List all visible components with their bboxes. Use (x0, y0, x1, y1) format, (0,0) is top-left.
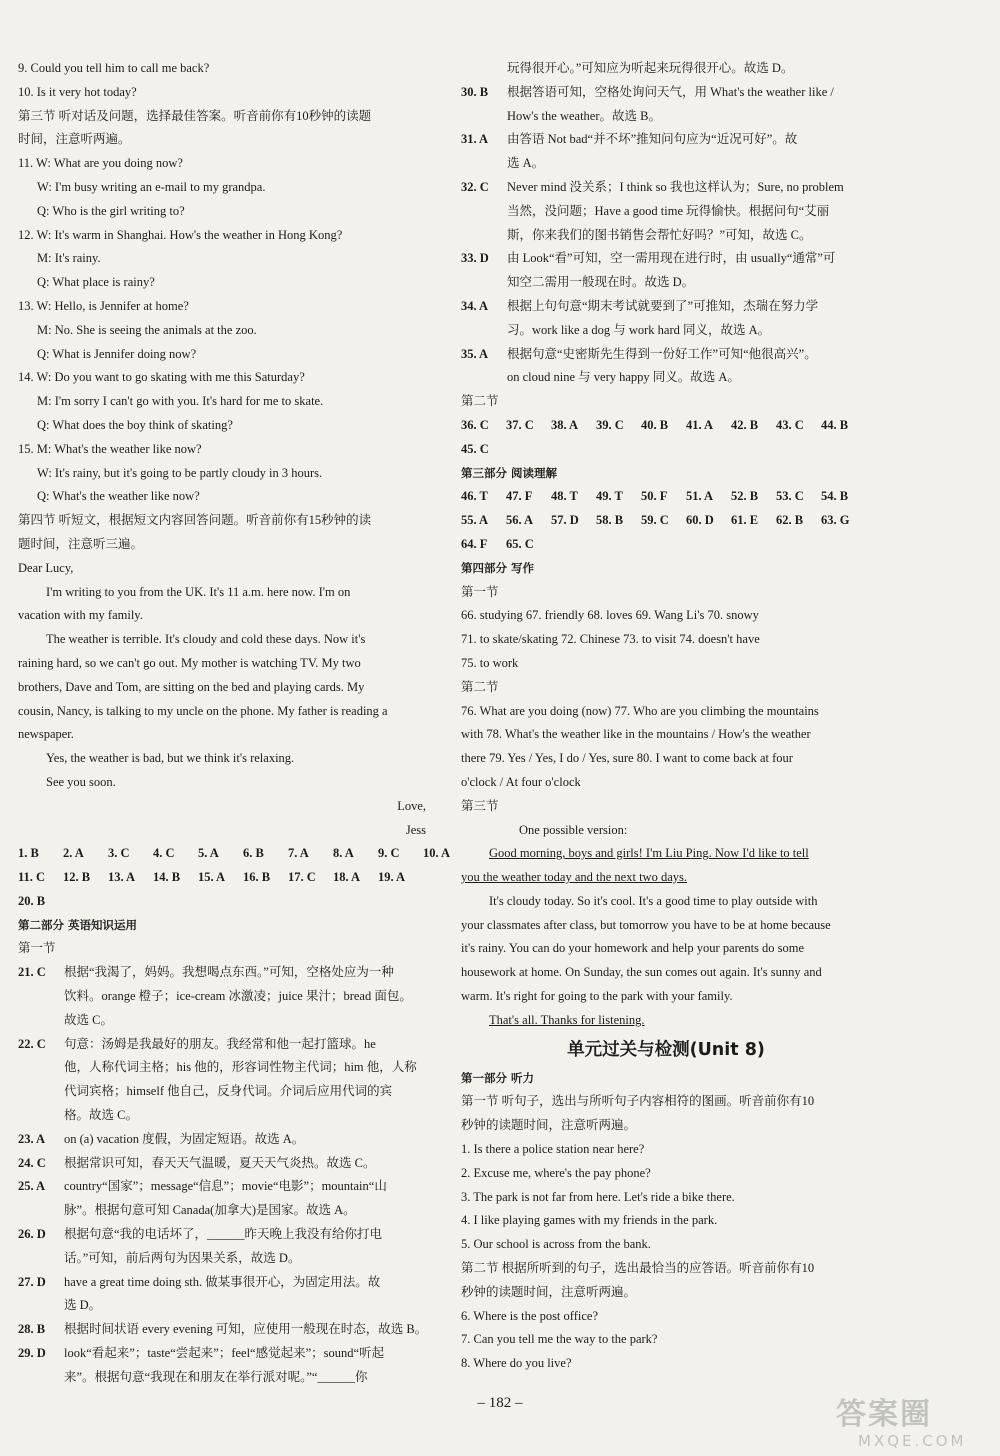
question-number: 24. C (18, 1155, 46, 1170)
text-line: Dear Lucy, (18, 560, 74, 575)
text-line: warm. It's right for going to the park with your family. (461, 989, 733, 1004)
signature-line: Love, (397, 798, 426, 813)
explanation-line: 根据“我渴了，妈妈。我想喝点东西。”可知，空格处应为一种 (64, 965, 394, 980)
explanation-line: on cloud nine 与 very happy 同义。故选 A。 (507, 370, 740, 385)
answer-key: 58. B (596, 513, 624, 528)
explanation-item (461, 247, 871, 295)
text-line: 8. Where do you live? (461, 1356, 572, 1371)
question-number: 30. B (461, 84, 489, 99)
answer-key: 14. B (153, 870, 181, 885)
text-line: 1. Is there a police station near here? (461, 1142, 645, 1157)
explanation-line: 根据上句句意“期末考试就要到了”可推知，杰瑞在努力学 (507, 298, 819, 313)
answer-key: 12. B (63, 870, 91, 885)
answer-key: 50. F (641, 489, 668, 504)
explanation-line: 由 Look“看”可知，空一需用现在进行时，由 usually“通常”可 (507, 251, 836, 266)
answer-key: 39. C (596, 417, 624, 432)
question-number: 25. A (18, 1179, 46, 1194)
question-number: 26. D (18, 1227, 46, 1242)
text-line: 第四节 听短文，根据短文内容回答问题。听音前你有15秒钟的读 (18, 513, 372, 528)
watermark-logo (836, 1398, 986, 1452)
text-line: 第一节 (18, 941, 56, 956)
question-number: 34. A (461, 298, 489, 313)
answer-key: 61. E (731, 513, 759, 528)
answer-key: 42. B (731, 417, 759, 432)
explanation-item (461, 57, 871, 81)
text-line: 10. Is it very hot today? (18, 84, 137, 99)
answer-key: 18. A (333, 870, 361, 885)
text-line: M: I'm sorry I can't go with you. It's hard for me to skate. (37, 394, 324, 409)
answer-key: 5. A (198, 846, 219, 861)
explanation-line: 习。work like a dog 与 work hard 同义，故选 A。 (507, 322, 771, 337)
answer-key: 37. C (506, 417, 534, 432)
answer-key: 47. F (506, 489, 533, 504)
text-line: Yes, the weather is bad, but we think it's relaxing. (46, 751, 295, 766)
answer-key: 2. A (63, 846, 84, 861)
answer-key: 56. A (506, 513, 534, 528)
explanation-item (18, 1271, 426, 1319)
explanation-line: 格。故选 C。 (64, 1108, 138, 1123)
signature-line: Jess (405, 822, 426, 837)
text-line: See you soon. (46, 774, 116, 789)
explanation-item (461, 295, 871, 343)
answer-row (461, 485, 871, 509)
text-line: 第二节 根据所听到的句子，选出最恰当的应答语。听音前你有10 (461, 1261, 815, 1276)
text-line: 第三节 听对话及问题，选择最佳答案。听音前你有10秒钟的读题 (18, 108, 372, 123)
explanation-line: 根据句意“我的电话坏了，______昨天晚上我没有给你打电 (64, 1227, 383, 1242)
question-number: 22. C (18, 1036, 46, 1051)
explanation-line: 由答语 Not bad“并不坏”推知问句应为“近况可好”。故 (507, 132, 798, 147)
explanation-line: 故选 C。 (64, 1012, 113, 1027)
answer-key: 15. A (198, 870, 226, 885)
explanation-line: 知空二需用一般现在时。故选 D。 (507, 275, 695, 290)
text-line: with 78. What's the weather like in the mountains / How's the weather (461, 727, 811, 742)
text-line: 第一节 (461, 584, 499, 599)
answer-key: 20. B (18, 893, 46, 908)
text-line: 第二节 (461, 679, 499, 694)
text-line: 2. Excuse me, where's the pay phone? (461, 1165, 651, 1180)
answer-key: 7. A (288, 846, 309, 861)
text-line: 9. Could you tell him to call me back? (18, 61, 210, 75)
question-number: 23. A (18, 1131, 46, 1146)
explanation-line: Never mind 没关系；I think so 我也这样认为；Sure, no problem (507, 179, 844, 194)
answer-row (18, 866, 426, 890)
answer-key: 1. B (18, 846, 39, 861)
answer-key: 63. G (821, 513, 850, 528)
explanation-item (18, 1342, 426, 1390)
question-number: 29. D (18, 1346, 46, 1361)
text-line: 75. to work (461, 655, 519, 670)
answer-key: 17. C (288, 870, 316, 885)
section-heading: 第三部分 阅读理解 (461, 465, 558, 480)
explanation-item (18, 1128, 426, 1152)
answer-row (461, 414, 871, 438)
text-line: 秒钟的读题时间，注意听两遍。 (461, 1118, 637, 1133)
section-heading: 第四部分 写作 (461, 560, 535, 575)
explanation-item (18, 1033, 426, 1128)
answer-row (461, 533, 871, 557)
explanation-item (461, 128, 871, 176)
text-line: 13. W: Hello, is Jennifer at home? (18, 298, 189, 313)
answer-key: 57. D (551, 513, 579, 528)
question-number: 21. C (18, 965, 46, 980)
explanation-line: 当然，没问题；Have a good time 玩得愉快。根据问句“艾丽 (507, 203, 830, 218)
answer-key: 65. C (506, 536, 534, 551)
text-line: 76. What are you doing (now) 77. Who are you climbing the mountains (461, 703, 819, 718)
text-line: 7. Can you tell me the way to the park? (461, 1332, 658, 1347)
answer-key: 41. A (686, 417, 714, 432)
explanation-line: 根据常识可知，春天天气温暖，夏天天气炎热。故选 C。 (64, 1155, 376, 1170)
explanation-line: look“看起来”；taste“尝起来”；feel“感觉起来”；sound“听起 (64, 1346, 385, 1361)
text-line: Good morning, boys and girls! I'm Liu Ping. Now I'd like to tell (489, 846, 809, 861)
answer-key: 36. C (461, 417, 489, 432)
answer-key: 9. C (378, 846, 400, 861)
text-line: 12. W: It's warm in Shanghai. How's the weather in Hong Kong? (18, 227, 343, 242)
section-heading: 第一部分 听力 (461, 1070, 535, 1085)
text-line: you the weather today and the next two days. (461, 870, 687, 885)
answer-key: 11. C (18, 870, 46, 885)
text-line: W: I'm busy writing an e-mail to my grandpa. (37, 179, 266, 194)
explanation-line: country“国家”；message“信息”；movie“电影”；mountain“山 (64, 1179, 387, 1194)
explanation-line: 选 D。 (64, 1298, 102, 1313)
answer-key: 48. T (551, 489, 578, 504)
question-number: 28. B (18, 1322, 46, 1337)
answer-key: 49. T (596, 489, 623, 504)
answer-key: 60. D (686, 513, 714, 528)
answer-key: 53. C (776, 489, 804, 504)
right-column (461, 57, 871, 1376)
text-line: housework at home. On Sunday, the sun comes out again. It's sunny and (461, 965, 822, 980)
text-line: Q: Who is the girl writing to? (37, 203, 185, 218)
text-line: 第二节 (461, 394, 499, 409)
answer-key: 38. A (551, 417, 579, 432)
answer-key: 40. B (641, 417, 669, 432)
text-line: 71. to skate/skating 72. Chinese 73. to visit 74. doesn't have (461, 632, 760, 647)
text-line: 时间，注意听两遍。 (18, 132, 131, 147)
text-line: W: It's rainy, but it's going to be partly cloudy in 3 hours. (37, 465, 323, 480)
explanation-line: 来”。根据句意“我现在和朋友在举行派对呢。”“______你 (64, 1369, 368, 1384)
text-line: It's cloudy today. So it's cool. It's a good time to play outside with (489, 893, 818, 908)
text-line: cousin, Nancy, is talking to my uncle on the phone. My father is reading a (18, 703, 388, 718)
explanation-line: 话。”可知，前后两句为因果关系，故选 D。 (64, 1250, 301, 1265)
answer-key: 59. C (641, 513, 669, 528)
answer-key: 4. C (153, 846, 175, 861)
text-line: 15. M: What's the weather like now? (18, 441, 202, 456)
text-line: o'clock / At four o'clock (461, 774, 581, 789)
explanation-item (18, 1223, 426, 1271)
explanation-line: have a great time doing sth. 做某事很开心，为固定用法。故 (64, 1274, 381, 1289)
answer-key: 10. A (423, 846, 451, 861)
answer-key: 16. B (243, 870, 271, 885)
answer-row (18, 842, 451, 866)
text-line: Q: What is Jennifer doing now? (37, 346, 197, 361)
answer-key: 43. C (776, 417, 804, 432)
answer-key: 54. B (821, 489, 849, 504)
text-line: 第一节 听句子，选出与所听句子内容相符的图画。听音前你有10 (461, 1094, 815, 1109)
text-line: 66. studying 67. friendly 68. loves 69. Wang Li's 70. snowy (461, 608, 759, 623)
page-number: – 182 – (477, 1395, 523, 1411)
question-number: 32. C (461, 179, 489, 194)
explanation-line: How's the weather。故选 B。 (507, 108, 661, 123)
answer-key: 45. C (461, 441, 489, 456)
text-line: M: It's rainy. (37, 251, 101, 266)
answer-key: 19. A (378, 870, 406, 885)
answer-row (461, 438, 871, 462)
text-line: 14. W: Do you want to go skating with me this Saturday? (18, 370, 305, 385)
text-line: it's rainy. You can do your homework and help your parents do some (461, 941, 805, 956)
answer-row (18, 890, 426, 914)
text-line: M: No. She is seeing the animals at the zoo. (37, 322, 257, 337)
explanation-line: 根据答语可知，空格处询问天气，用 What's the weather like / (507, 84, 834, 99)
watermark-url: MXQE.COM (858, 1432, 967, 1450)
explanation-item (461, 343, 871, 391)
answer-key: 6. B (243, 846, 264, 861)
explanation-line: 根据句意“史密斯先生得到一份好工作”可知“他很高兴”。 (507, 346, 817, 361)
answer-key: 8. A (333, 846, 354, 861)
question-number: 33. D (461, 251, 489, 266)
explanation-item (18, 1318, 426, 1342)
answer-key: 3. C (108, 846, 130, 861)
explanation-item (461, 176, 871, 247)
explanation-item (18, 961, 426, 1032)
text-line: Q: What does the boy think of skating? (37, 417, 233, 432)
watermark-text: 答案圈 (836, 1397, 932, 1432)
text-line: I'm writing to you from the UK. It's 11 a.m. here now. I'm on (46, 584, 351, 599)
answer-key: 51. A (686, 489, 714, 504)
text-line: brothers, Dave and Tom, are sitting on the bed and playing cards. My (18, 679, 365, 694)
text-line: 6. Where is the post office? (461, 1308, 598, 1323)
section-heading: 第二部分 英语知识运用 (18, 917, 138, 932)
explanation-line: 斯，你来我们的图书销售会帮忙好吗？”可知，故选 C。 (507, 227, 812, 242)
explanation-line: 根据时间状语 every evening 可知，应使用一般现在时态，故选 B。 (64, 1322, 428, 1337)
answer-key: 13. A (108, 870, 136, 885)
text-line: One possible version: (519, 822, 628, 837)
text-line: 秒钟的读题时间，注意听两遍。 (461, 1284, 637, 1299)
text-line: newspaper. (18, 727, 74, 742)
explanation-line: 他，人称代词主格；his 他的，形容词性物主代词；him 他，人称 (64, 1060, 417, 1075)
explanation-item (18, 1175, 426, 1223)
text-line: That's all. Thanks for listening. (489, 1012, 645, 1027)
text-line: 4. I like playing games with my friends in the park. (461, 1213, 718, 1228)
answer-key: 64. F (461, 536, 488, 551)
explanation-item (18, 1152, 426, 1176)
question-number: 35. A (461, 346, 489, 361)
text-line: 5. Our school is across from the bank. (461, 1237, 651, 1252)
answer-row (461, 509, 871, 533)
explanation-line: 饮料。orange 橙子；ice-cream 冰激凌；juice 果汁；bread 面包。 (64, 989, 412, 1004)
answer-key: 46. T (461, 489, 488, 504)
text-line: there 79. Yes / Yes, I do / Yes, sure 80. I want to come back at four (461, 751, 793, 766)
text-line: 题时间，注意听三遍。 (18, 536, 144, 551)
text-line: vacation with my family. (18, 608, 143, 623)
text-line: your classmates after class, but tomorrow you have to be at home because (461, 917, 831, 932)
explanation-line: 玩得很开心。”可知应为听起来玩得很开心。故选 D。 (507, 61, 794, 75)
answer-key: 55. A (461, 513, 489, 528)
question-number: 31. A (461, 132, 489, 147)
text-line: Q: What's the weather like now? (37, 489, 200, 504)
question-number (461, 57, 507, 81)
explanation-line: 选 A。 (507, 156, 545, 171)
explanation-item (461, 81, 871, 129)
explanation-line: 句意：汤姆是我最好的朋友。我经常和他一起打篮球。he (64, 1036, 376, 1051)
answer-key: 44. B (821, 417, 849, 432)
left-column (18, 57, 451, 1390)
text-line: Q: What place is rainy? (37, 275, 155, 290)
text-line: The weather is terrible. It's cloudy and cold these days. Now it's (46, 632, 366, 647)
explanation-line: on (a) vacation 度假，为固定短语。故选 A。 (64, 1131, 305, 1146)
text-line: 3. The park is not far from here. Let's ride a bike there. (461, 1189, 735, 1204)
explanation-line: 代词宾格；himself 他自己，反身代词。介词后应用代词的宾 (64, 1084, 393, 1099)
unit-title: 单元过关与检测(Unit 8) (567, 1039, 765, 1060)
answer-key: 62. B (776, 513, 804, 528)
explanation-line: 脉”。根据句意可知 Canada(加拿大)是国家。故选 A。 (64, 1203, 356, 1218)
answer-key: 52. B (731, 489, 759, 504)
text-line: 11. W: What are you doing now? (18, 156, 183, 171)
text-line: raining hard, so we can't go out. My mother is watching TV. My two (18, 655, 361, 670)
text-line: 第三节 (461, 798, 499, 813)
question-number: 27. D (18, 1274, 46, 1289)
